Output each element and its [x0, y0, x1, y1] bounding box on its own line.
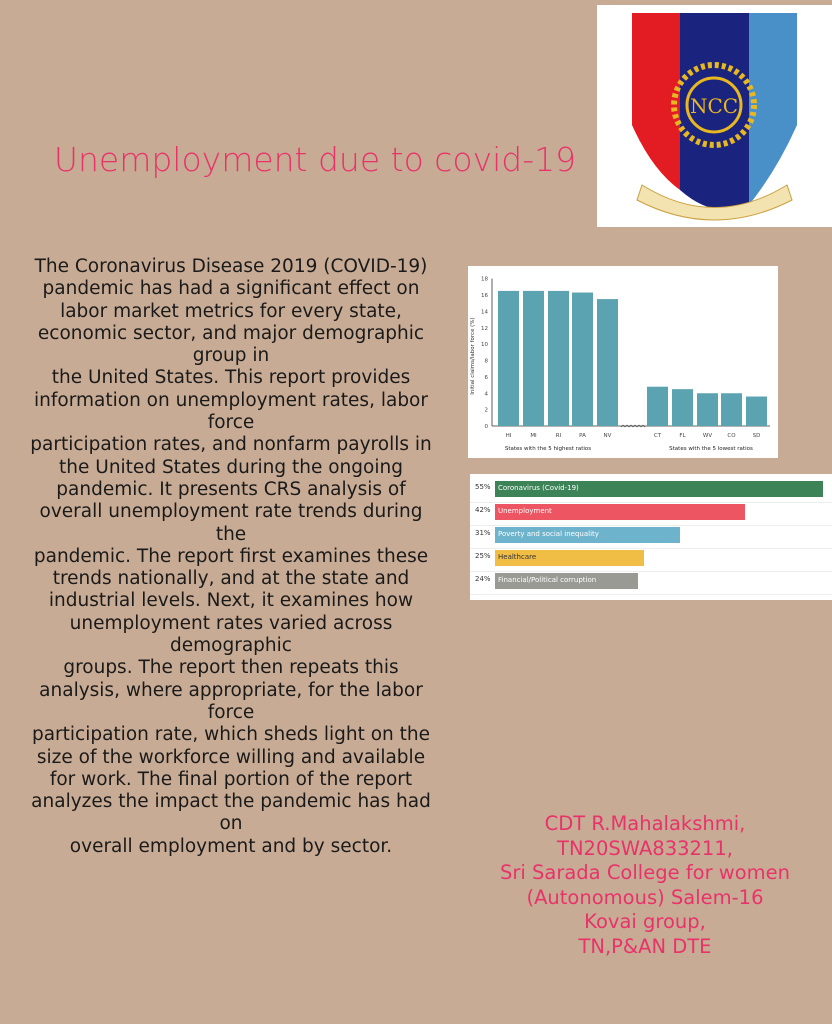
- page-title: Unemployment due to covid-19: [53, 140, 577, 179]
- body-line: participation rate, which sheds light on the: [31, 724, 431, 746]
- x-tick-label: FL: [679, 433, 686, 439]
- concern-label: Coronavirus (Covid-19): [498, 484, 579, 492]
- body-line: participation rates, and nonfarm payrolls in: [30, 434, 432, 456]
- concern-bar: [495, 550, 644, 566]
- concern-label: Unemployment: [498, 507, 552, 515]
- x-tick-label: SD: [752, 433, 761, 439]
- y-tick-label: 6: [484, 374, 488, 381]
- bar-MI: [523, 291, 544, 426]
- y-tick-label: 14: [481, 309, 488, 316]
- y-tick-label: 4: [484, 391, 488, 398]
- percent-label: 42%: [475, 506, 491, 514]
- bar-FL: [672, 389, 693, 426]
- concern-row: [470, 479, 832, 503]
- percent-label: 31%: [475, 529, 491, 537]
- concern-label: Poverty and social inequality: [498, 530, 599, 538]
- y-tick-label: 8: [484, 358, 488, 365]
- concerns-bar-chart: [470, 474, 832, 600]
- concern-label: Healthcare: [498, 553, 537, 561]
- y-tick-label: 12: [481, 325, 488, 332]
- concern-label: Financial/Political corruption: [498, 576, 597, 584]
- y-tick-label: 18: [481, 276, 488, 283]
- x-tick-label: CT: [653, 433, 662, 439]
- y-tick-label: 16: [481, 293, 488, 299]
- concern-row: [470, 548, 832, 572]
- body-line: information on unemployment rates, labor: [34, 389, 428, 411]
- bar-CT: [647, 387, 668, 426]
- bar-RI: [548, 291, 569, 426]
- body-line: industrial levels. Next, it examines how: [48, 590, 414, 612]
- credit-line: Kovai group,: [584, 910, 706, 933]
- credit-line: (Autonomous) Salem-16: [526, 885, 764, 909]
- bar-CO: [721, 393, 742, 426]
- x-tick-label: HI: [505, 433, 512, 439]
- body-line: size of the workforce willing and available: [36, 746, 426, 768]
- body-line: group in: [192, 345, 270, 367]
- concern-bar: [495, 481, 823, 497]
- body-line: force: [207, 701, 255, 723]
- x-tick-label: MI: [530, 433, 537, 439]
- bar-HI: [498, 291, 519, 426]
- group-label: States with the 5 lowest ratios: [669, 446, 753, 452]
- body-line: pandemic. The report first examines these: [33, 545, 429, 567]
- svg-text:NCC: NCC: [689, 94, 739, 118]
- state-claims-bar-chart: [468, 266, 778, 458]
- concern-row: [470, 502, 832, 526]
- credit-line: TN20SWA833211,: [557, 836, 733, 860]
- credit-line: TN,P&AN DTE: [578, 934, 712, 958]
- y-axis-label: Initial claims/labor force (%): [470, 317, 476, 395]
- body-line: analysis, where appropriate, for the labor: [39, 679, 423, 701]
- body-line: overall employment and by sector.: [69, 835, 393, 857]
- credit-line: Sri Sarada College for women: [499, 861, 791, 884]
- x-tick-label: RI: [555, 433, 562, 439]
- body-line: labor market metrics for every state,: [60, 300, 402, 322]
- body-line: the United States during the ongoing: [59, 456, 403, 478]
- concern-row: [470, 525, 832, 549]
- group-label: States with the 5 highest ratios: [504, 446, 592, 452]
- y-tick-label: 2: [484, 407, 488, 414]
- bar-NV: [597, 299, 618, 426]
- y-tick-label: 10: [481, 342, 488, 349]
- body-line: on: [219, 813, 243, 835]
- bar-PA: [572, 293, 593, 426]
- concern-bar: [495, 527, 680, 543]
- percent-label: 55%: [475, 483, 491, 491]
- body-line: overall unemployment rate trends during: [39, 501, 423, 523]
- body-line: for work. The final portion of the report: [49, 768, 413, 790]
- body-line: the United States. This report provides: [51, 367, 411, 389]
- body-line: demographic: [170, 635, 292, 657]
- bar-SD: [746, 397, 767, 426]
- concern-bar: [495, 573, 638, 589]
- y-tick-label: 0: [484, 424, 488, 430]
- body-line: The Coronavirus Disease 2019 (COVID-19): [34, 256, 428, 277]
- x-tick-label: WV: [702, 433, 713, 439]
- ncc-emblem-icon: [597, 5, 832, 227]
- body-line: pandemic. It presents CRS analysis of: [56, 478, 406, 500]
- ncc-logo: [597, 5, 832, 227]
- body-line: unemployment rates varied across: [69, 612, 393, 634]
- percent-label: 25%: [475, 552, 491, 560]
- body-text: [5, 256, 457, 858]
- body-line: groups. The report then repeats this: [63, 657, 399, 679]
- body-line: the: [215, 523, 247, 545]
- author-credits: [462, 812, 828, 959]
- body-line: analyzes the impact the pandemic has had: [31, 791, 431, 813]
- body-line: economic sector, and major demographic: [37, 322, 425, 344]
- body-line: trends nationally, and at the state and: [52, 568, 410, 590]
- credit-line: CDT R.Mahalakshmi,: [544, 812, 746, 835]
- concern-bar: [495, 504, 745, 520]
- percent-label: 24%: [475, 575, 491, 583]
- x-tick-label: PA: [579, 433, 586, 439]
- concern-row: [470, 571, 832, 595]
- x-tick-label: NV: [603, 433, 612, 439]
- bar-WV: [697, 393, 718, 426]
- x-tick-label: CO: [727, 433, 736, 439]
- body-line: force: [207, 412, 255, 434]
- body-line: pandemic has had a significant effect on: [42, 278, 420, 300]
